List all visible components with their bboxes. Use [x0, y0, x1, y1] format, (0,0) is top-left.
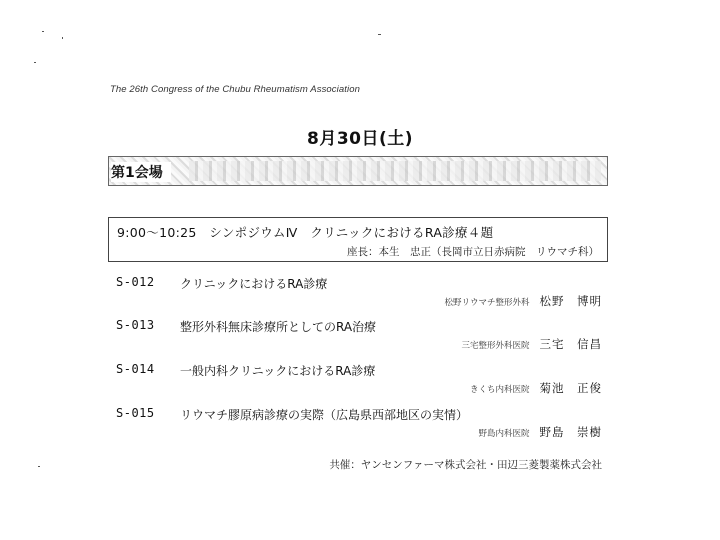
session-box — [108, 217, 608, 262]
program-item — [0, 406, 720, 446]
item-code: S-012 — [116, 275, 155, 289]
presenter-name: 三宅 信昌 — [539, 337, 602, 351]
item-title: 一般内科クリニックにおけるRA診療 — [180, 364, 376, 378]
hall-banner — [108, 156, 608, 186]
item-title: クリニックにおけるRA診療 — [180, 277, 328, 291]
scan-speck — [378, 34, 381, 35]
presenter-affiliation: きくち内科医院 — [469, 385, 530, 395]
presenter-name: 野島 崇樹 — [539, 425, 602, 439]
presenter-affiliation: 松野リウマチ整形外科 — [444, 298, 530, 308]
program-item — [0, 362, 720, 402]
item-presenter — [478, 424, 602, 440]
item-presenter — [470, 380, 602, 396]
presenter-affiliation: 野島内科医院 — [478, 429, 530, 439]
item-presenter — [444, 293, 602, 309]
redacted-region — [189, 161, 601, 181]
session-title: 9:00〜10:25 シンポジウムⅣ クリニックにおけるRA診療４題 — [117, 225, 494, 240]
scan-speck — [42, 31, 44, 32]
item-title: 整形外科無床診療所としてのRA治療 — [180, 320, 377, 334]
program-item — [0, 318, 720, 358]
presenter-name: 松野 博明 — [539, 294, 602, 308]
presenter-name: 菊池 正俊 — [539, 381, 602, 395]
program-item — [0, 275, 720, 315]
sponsor-note: 共催：ヤンセンファーマ株式会社・田辺三菱製薬株式会社 — [329, 459, 602, 471]
item-title: リウマチ膠原病診療の実際（広島県西部地区の実情） — [180, 408, 469, 422]
item-presenter — [461, 336, 602, 352]
congress-header: The 26th Congress of the Chubu Rheumatism Association — [110, 84, 360, 95]
item-code: S-014 — [116, 362, 155, 376]
session-chair: 座長：本生 忠正（長岡市立日赤病院 リウマチ科） — [347, 246, 599, 258]
scan-speck — [62, 37, 63, 39]
hall-label: 第1会場 — [111, 162, 171, 182]
presenter-affiliation: 三宅整形外科医院 — [461, 341, 530, 351]
scan-speck — [34, 62, 36, 63]
session-date: 8月30日(土) — [306, 129, 414, 149]
scan-speck — [38, 466, 40, 467]
item-code: S-013 — [116, 318, 155, 332]
item-code: S-015 — [116, 406, 155, 420]
